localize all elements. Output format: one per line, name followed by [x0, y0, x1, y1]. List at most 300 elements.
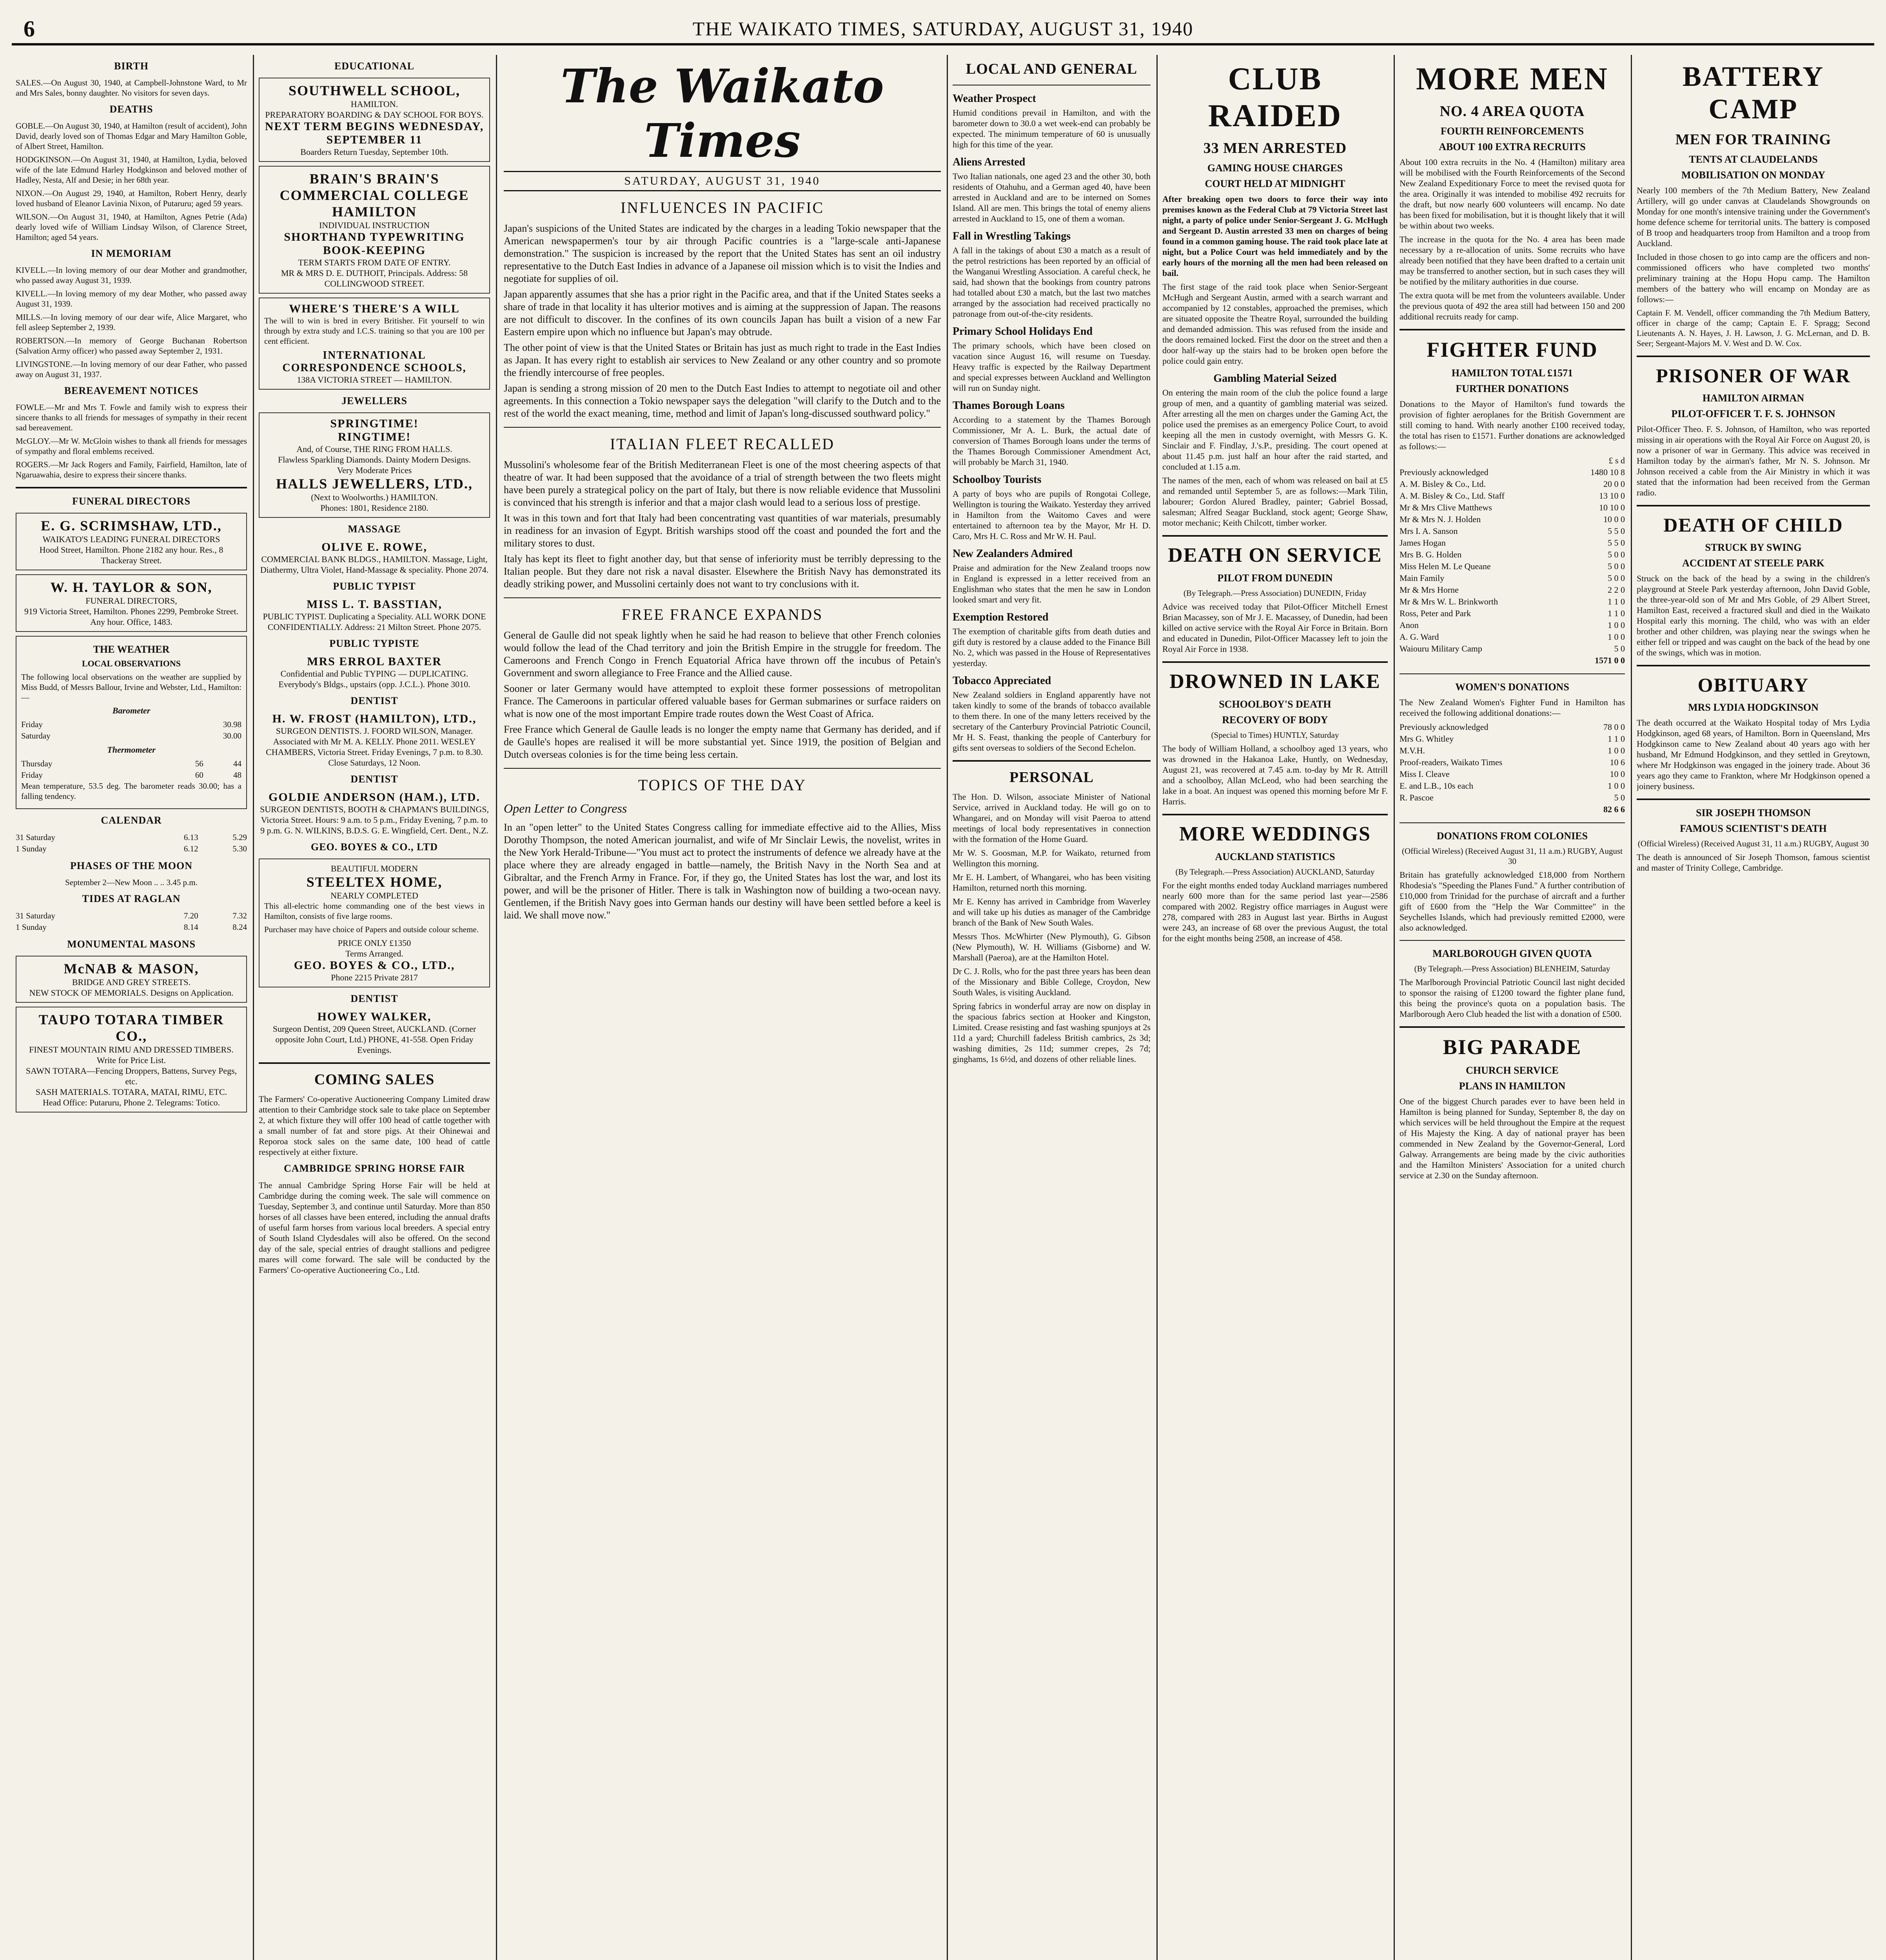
- news-item-text: Two Italian nationals, one aged 23 and the other 30, both residents of Otahuhu, and a German aged 40, have been arrested in Auckland and are to be interned on Somes Island. All are men. This brings the total of enemy aliens arrested in Auckland to 15, one of them a woman.: [953, 171, 1151, 223]
- dateline: (By Telegraph.—Press Association) DUNEDIN, Friday: [1183, 588, 1367, 598]
- boyes-ad: [259, 858, 490, 987]
- editorial-paragraph: Japan is sending a strong mission of 20 men to the Dutch East Indies to attempt to negotiate oil and other agreements. In this connection a Tokio newspaper says the delegation "will clarify to the Dutch and to the rest of the world the exact meaning, time, method and limit of Japan's long-discussed southward policy.": [504, 383, 941, 419]
- table-row: [1400, 780, 1625, 792]
- table-cell: Mrs B. G. Holden: [1400, 550, 1462, 559]
- table-row: [1400, 757, 1625, 768]
- subheadline: FURTHER DONATIONS: [1456, 383, 1569, 394]
- table-row: [1400, 584, 1625, 596]
- headline: CLUB RAIDED: [1208, 61, 1342, 133]
- calendar-table: [16, 832, 247, 855]
- table-cell: 5.29: [232, 833, 247, 842]
- funeral-ad-name: W. H. TAYLOR & SON,: [50, 579, 212, 595]
- table-cell: 1 1 0: [1608, 734, 1625, 744]
- bereavement-notice: ROGERS.—Mr Jack Rogers and Family, Fairfield, Hamilton, late of Ngaruawahia, desire to express their sincere thanks.: [16, 460, 247, 479]
- editorial-paragraph: It was in this town and fort that Italy had been concentrating vast quantities of war materials, presumably in readiness for an invasion of Egypt. British warships stood off the coast and pounded the fort and the military stores to dust.: [504, 512, 941, 549]
- table-cell: 5 0 0: [1608, 573, 1625, 583]
- timber-ad-line: Write for Price List.: [96, 1055, 166, 1065]
- table-row: [1400, 537, 1625, 549]
- funeral-ad-name: E. G. SCRIMSHAW, LTD.,: [41, 518, 222, 534]
- table-cell: £ s d: [1608, 456, 1625, 465]
- table-row: [1400, 502, 1625, 514]
- massage-heading: MASSAGE: [348, 523, 401, 535]
- table-row: [1400, 655, 1625, 666]
- editorial-subtitle: Open Letter to Congress: [504, 801, 627, 815]
- column-rule: [1631, 55, 1632, 1960]
- college-ad: [259, 166, 490, 294]
- table-cell: James Hogan: [1400, 538, 1446, 548]
- personal-item: Spring fabrics in wonderful array are now on display in the spacious fabrics section at Hooker and Kingston, Limited. Crease resisting and fast washing spunjoys at 2s 11d a yard; Churchill fadeless British cambrics, 2s 3d; washing dimities, 2s 11d; summer crepes, 2s 7d; ginghams, 1s 6½d, and dozens of other reliable lines.: [953, 1001, 1151, 1064]
- dentist-heading: DENTIST: [350, 773, 398, 785]
- headline: FIGHTER FUND: [1427, 338, 1598, 361]
- editorial-paragraph: General de Gaulle did not speak lightly when he said he had reason to believe that other French colonies would follow the lead of the Chad territory and join the British Empire in the struggle for freedom. The Cameroons and French Congo in French Equatorial Africa have thrown off the incubus of Petain's Government and sworn allegiance to Free France and the Allied cause.: [504, 630, 941, 679]
- bereavement-heading: BEREAVEMENT NOTICES: [64, 385, 199, 396]
- table-cell: 1 0 0: [1608, 746, 1625, 755]
- more-men-column: [1400, 55, 1625, 1960]
- table-cell: 7.32: [232, 911, 247, 920]
- school-ad: [259, 78, 490, 162]
- personal-item: The Hon. D. Wilson, associate Minister of National Service, arrived in Auckland today. He will go on to Whangarei, and on Monday will visit Paeroa to attend meetings of local body representatives in connection with the formation of the Home Guard.: [953, 792, 1151, 844]
- dateline: (Official Wireless) (Received August 31, 11 a.m.) RUGBY, August 30: [1637, 839, 1869, 848]
- article-paragraph: Captain F. M. Vendell, officer commanding the 7th Medium Battery, officer in charge of the camp; Captain E. F. Spragg; Second Lieutenants A. N. Hayes, J. H. Lawson, J. G. McLernan, and D. B. Seer; Sergeant-Majors M. V. West and D. W. Cox.: [1637, 308, 1870, 348]
- divider: [953, 760, 1151, 762]
- table-cell: 1 0 0: [1608, 781, 1625, 791]
- table-cell: E. and L.B., 10s each: [1400, 781, 1474, 791]
- article-paragraph: The death is announced of Sir Joseph Thomson, famous scientist and master of Trinity College, Cambridge.: [1637, 852, 1870, 873]
- news-item-text: Humid conditions prevail in Hamilton, and with the barometer down to 30.0 a wet week-end can probably be expected. The minimum temperature of 60 is unusually high for this time of the year.: [953, 108, 1151, 149]
- school-line: Boarders Return Tuesday, September 10th.: [300, 147, 448, 157]
- section-heading: Gambling Material Seized: [1213, 372, 1337, 385]
- boyes-line: BEAUTIFUL MODERN: [330, 864, 418, 873]
- column-rule: [253, 55, 254, 1960]
- death-notice: WILSON.—On August 31, 1940, at Hamilton, Agnes Petrie (Ada) dearly loved wife of William Lindsay Wilson, of Clarence Street, Hamilton; aged 54 years.: [16, 212, 247, 242]
- table-cell: 1 1 0: [1608, 597, 1625, 606]
- dentist-line: SURGEON DENTISTS, BOOTH & CHAPMAN'S BUILDINGS, Victoria Street. Hours: 9 a.m. to 5 p.m., Friday Evening, 7 p.m. to 9 p.m. G. N. WILKINS, B.D.S. G. E. Wingfield, Cert. Dent., N.Z.: [260, 804, 489, 835]
- advertisements-column: [259, 55, 490, 1960]
- editorial-title: FREE FRANCE EXPANDS: [621, 606, 823, 623]
- subheadline: HAMILTON AIRMAN: [1702, 392, 1804, 404]
- memoriam-notice: ROBERTSON.—In memory of George Buchanan Robertson (Salvation Army officer) who passed away September 2, 1931.: [16, 336, 247, 356]
- dentist-name: GOLDIE ANDERSON (HAM.), LTD.: [269, 791, 480, 804]
- table-cell: Previously acknowledged: [1400, 722, 1488, 732]
- editorial-paragraph: The other point of view is that the United States or Britain has just as much right to trade in the East Indies as Japan. It has every right to establish air services to New Zealand or any other country and so promote the friendly intercourse of free peoples.: [504, 342, 941, 378]
- editorial-title: TOPICS OF THE DAY: [638, 776, 807, 794]
- school-term: NEXT TERM BEGINS WEDNESDAY, SEPTEMBER 11: [265, 120, 484, 146]
- editorial-title: ITALIAN FLEET RECALLED: [610, 435, 835, 453]
- horse-fair-heading: CAMBRIDGE SPRING HORSE FAIR: [283, 1163, 465, 1174]
- table-cell: 5 5 0: [1608, 526, 1625, 536]
- table-cell: Friday: [21, 720, 43, 729]
- table-cell: Miss Helen M. Le Queane: [1400, 561, 1491, 571]
- table-cell: 1 1 0: [1608, 608, 1625, 618]
- table-cell: 5 0: [1614, 644, 1625, 653]
- table-cell: 6.12: [183, 844, 198, 853]
- divider: [1162, 661, 1388, 663]
- editorial-paragraph: Japan apparently assumes that she has a prior right in the Pacific area, and that if the United States seeks a share of trade in that locality it has ulterior motives and is aiming at the suppression of Japan. The reasons are not difficult to discover. In the confines of its own councils Japan has built a vision of a new Far Eastern empire upon which no influence but Japan's may obtrude.: [504, 289, 941, 338]
- boyes-name: GEO. BOYES & CO., LTD.,: [294, 959, 455, 972]
- ics-ad: [259, 298, 490, 390]
- boyes-line: Terms Arranged.: [345, 949, 403, 958]
- table-cell: 5 5 0: [1608, 538, 1625, 548]
- weather-text: The following local observations on the weather are supplied by Miss Budd, of Messrs Ballour, Irvine and Webster, Ltd., Hamilton:—: [21, 672, 241, 702]
- typist-heading: PUBLIC TYPIST: [333, 581, 416, 592]
- divider: [1637, 665, 1870, 666]
- editorial-paragraph: In an "open letter" to the United States Congress calling for immediate effective aid to the Allies, Miss Dorothy Thompson, the noted American journalist, and wife of Mr Sinclair Lewis, the novelist, writes in the New York Herald-Tribune—"You must act to protect the instruments of defence we already have at the place where they are already engaged in battle—namely, the British Navy in the North Sea and at Gibraltar, and the French Army in France. For, if they go, the United States has lost the war, and lost its power, and will be the prisoner of Hitler. There is talk in Washington now of building a two-ocean navy. Gentlemen, if the British Navy goes into German hands our destiny will have been settled before a keel is laid. We shall move now.": [504, 822, 941, 921]
- headline: MORE WEDDINGS: [1179, 823, 1371, 845]
- weather-box: [16, 636, 247, 809]
- donations-table: [1400, 721, 1625, 815]
- table-row: [1400, 466, 1625, 478]
- jewellers-name: HALLS JEWELLERS, LTD.,: [276, 476, 473, 492]
- typiste-name: MRS ERROL BAXTER: [307, 655, 442, 668]
- table-cell: [1400, 804, 1586, 815]
- table-cell: Thursday: [21, 759, 53, 768]
- article-paragraph: Pilot-Officer Theo. F. S. Johnson, of Hamilton, who was reported missing in air operations with the Royal Air Force on August 20, is now a prisoner of war in Germany. This advice was received in Hamilton today by the airman's father, Mr N. S. Johnson. Mr Johnson received a cable from the Air Ministry in which it was stated that the information had been received from the German radio.: [1637, 424, 1870, 497]
- table-cell: Proof-readers, Waikato Times: [1400, 757, 1503, 767]
- article-paragraph: Included in those chosen to go into camp are the officers and non-commissioned officers who have completed two months' preliminary training at the Hopu Hopu camp. The Hamilton members of the battery who will encamp on Monday are as follows:—: [1637, 252, 1870, 304]
- subheadline: PILOT-OFFICER T. F. S. JOHNSON: [1671, 408, 1835, 419]
- table-row: [1400, 561, 1625, 572]
- table-cell: Saturday: [21, 731, 51, 740]
- divider: [16, 487, 247, 488]
- subheadline: GAMING HOUSE CHARGES: [1207, 162, 1343, 174]
- moon-heading: PHASES OF THE MOON: [70, 860, 192, 871]
- table-row: [1400, 631, 1625, 643]
- monumental-ad-line: NEW STOCK OF MEMORIALS. Designs on Application.: [29, 988, 234, 998]
- subheadline: ABOUT 100 EXTRA RECRUITS: [1439, 141, 1586, 152]
- monumental-ad: [16, 956, 247, 1003]
- timber-ad-line: FINEST MOUNTAIN RIMU AND DRESSED TIMBERS.: [29, 1045, 234, 1054]
- boyes-text: Purchaser may have choice of Papers and outside colour scheme.: [264, 925, 479, 934]
- table-row: [16, 843, 247, 855]
- boyes-heading: GEO. BOYES & CO., LTD: [310, 841, 438, 853]
- news-item-title: Exemption Restored: [953, 611, 1049, 623]
- subheadline: MOBILISATION ON MONDAY: [1681, 169, 1825, 181]
- table-cell: Main Family: [1400, 573, 1445, 583]
- table-cell: 13 10 0: [1599, 491, 1625, 501]
- news-item-title: Weather Prospect: [953, 93, 1036, 105]
- headline: DEATH ON SERVICE: [1168, 544, 1382, 566]
- table-cell: 10 0 0: [1603, 514, 1625, 524]
- donations-table: [1400, 455, 1625, 666]
- table-cell: [1400, 655, 1569, 666]
- death-notice: HODGKINSON.—On August 31, 1940, at Hamilton, Lydia, beloved wife of the late Edmund Harley Hodgkinson and beloved mother of Hadley, Nesta, Alf and Desie; in her 68th year.: [16, 155, 247, 185]
- subheadline: SCHOOLBOY'S DEATH: [1219, 699, 1331, 710]
- table-row: [1400, 768, 1625, 780]
- headline: BIG PARADE: [1443, 1035, 1582, 1059]
- barometer-heading: Barometer: [112, 706, 151, 715]
- moon-text: September 2—New Moon .. .. 3.45 p.m.: [65, 878, 198, 887]
- news-item-text: Praise and admiration for the New Zealand troops now in England is expressed in a letter received from an Englishman who states that the men he saw in London looked smart and very fit.: [953, 563, 1151, 604]
- divider: [1400, 673, 1625, 674]
- table-cell: 1 0 0: [1608, 620, 1625, 630]
- table-cell: Mrs G. Whitley: [1400, 734, 1454, 744]
- table-row: [1400, 490, 1625, 502]
- jewellers-line: RINGTIME!: [338, 430, 411, 443]
- divider: [504, 768, 941, 769]
- divider: [504, 427, 941, 428]
- local-news-column: [953, 55, 1151, 1960]
- table-cell: Waiouru Military Camp: [1400, 644, 1482, 653]
- subheadline: TENTS AT CLAUDELANDS: [1689, 154, 1818, 165]
- subheadline: MARLBOROUGH GIVEN QUOTA: [1432, 948, 1592, 959]
- table-cell: 8.14: [183, 922, 198, 932]
- table-row: [1400, 608, 1625, 619]
- article-paragraph: The body of William Holland, a schoolboy aged 13 years, who was drowned in the Hakanoa Lake, Huntly, on Wednesday, August 21, was recovered at 7.45 a.m. to-day by Mr R. Attrill and a schoolboy, Allan McLeod, who had been searching the lake in a boat. An inquest was opened this morning before Mr F. Harris.: [1162, 744, 1388, 806]
- dentist-name: HOWEY WALKER,: [317, 1010, 432, 1023]
- news-item-title: Thames Borough Loans: [953, 399, 1065, 412]
- table-cell: 5 0: [1614, 793, 1625, 802]
- subheadline: MEN FOR TRAINING: [1675, 131, 1832, 148]
- divider: [259, 1062, 490, 1064]
- subheadline: CHURCH SERVICE: [1466, 1065, 1559, 1076]
- column-rule: [496, 55, 497, 1960]
- table-row: [1400, 643, 1625, 655]
- dateline: (Special to Times) HUNTLY, Saturday: [1211, 730, 1339, 740]
- subheadline: STRUCK BY SWING: [1705, 542, 1802, 553]
- dentist-line: Surgeon Dentist, 209 Queen Street, AUCKLAND. (Corner opposite John Court, Ltd.) PHONE, 41-558. Open Friday Evenings.: [272, 1024, 476, 1055]
- news-item-text: A party of boys who are pupils of Rongotai College, Wellington is touring the Waikato. Yesterday they arrived in Hamilton from the Waitomo Caves and were entertained to afternoon tea by the Mayor, Mr H. D. Caro, Mrs H. C. Ross and Mr W. H. Paul.: [953, 489, 1151, 541]
- dentist-line: SURGEON DENTISTS. J. FOORD WILSON, Manager. Associated with Mr M. A. KELLY. Phone 2011. WESLEY CHAMBERS, Victoria Street. Friday Evenings, 7 p.m. to 8.30. Close Saturdays, 12 Noon.: [266, 726, 483, 768]
- thermometer-table: [21, 758, 241, 781]
- personal-item: Mr E. Kenny has arrived in Cambridge from Waverley and will take up his duties as manager of the Cambridge branch of the Bank of New South Wales.: [953, 897, 1151, 927]
- table-row: [21, 719, 241, 730]
- college-line: TERM STARTS FROM DATE OF ENTRY.: [298, 258, 451, 267]
- jewellers-line: And, of Course, THE RING FROM HALLS.: [296, 444, 452, 454]
- article-paragraph: Donations to the Mayor of Hamilton's fund towards the provision of fighter aeroplanes for the British Government are still coming to hand. With nearly another £100 received today, the total has risen to £1571. Further donations are acknowledged as follows:—: [1400, 399, 1625, 451]
- editorial-column: [504, 55, 941, 1960]
- headline: BATTERY CAMP: [1682, 61, 1824, 125]
- table-row: [1400, 525, 1625, 537]
- table-cell: 1480 10 8: [1590, 467, 1625, 477]
- lead-paragraph: After breaking open two doors to force their way into premises known as the Federal Club at 79 Victoria Street last night, a party of police under Senior-Sergeant J. G. McHugh and Sergeant D. Austin arrested 33 men on charges of being found in a common gaming house. The raid took place late at night, but a Police Court was held immediately and by the early hours of the morning all the men had been released on bail.: [1162, 194, 1388, 278]
- massage-line: COMMERCIAL BANK BLDGS., HAMILTON. Massage, Light, Diathermy, Ultra Violet, Hand-Massage & speciality. Phone 2074.: [260, 554, 489, 575]
- table-cell: Previously acknowledged: [1400, 467, 1488, 477]
- table-cell: 31 Saturday: [16, 911, 55, 920]
- table-cell: 7.20: [183, 911, 198, 920]
- ics-address: 138A VICTORIA STREET — HAMILTON.: [297, 375, 452, 385]
- article-paragraph: Britain has gratefully acknowledged £18,000 from Northern Rhodesia's "Speeding the Planes Fund." A further contribution of £10,000 from Trinidad for the purchase of aircraft and a further gift of £600 from the "Help the War Committee" in the Seychelles Islands, which had previously remitted £2000, were also acknowledged.: [1400, 870, 1625, 933]
- funeral-ad-line: Hood Street, Hamilton. Phone 2182 any hour. Res., 8 Thackeray Street.: [39, 545, 223, 565]
- personal-item: Mr E. H. Lambert, of Whangarei, who has been visiting Hamilton, returned north this morning.: [953, 872, 1151, 893]
- bereavement-notice: McGLOY.—Mr W. McGloin wishes to thank all friends for messages of sympathy and floral emblems received.: [16, 436, 247, 456]
- divider: [1400, 940, 1625, 941]
- table-cell: [1400, 455, 1569, 466]
- table-cell: 1 0 0: [1608, 632, 1625, 642]
- subheadline: ACCIDENT AT STEELE PARK: [1682, 557, 1824, 569]
- timber-ad-line: SASH MATERIALS. TOTARA, MATAI, RIMU, ETC.: [35, 1087, 227, 1097]
- boyes-line: NEARLY COMPLETED: [330, 891, 418, 900]
- table-cell: 82 6 6: [1603, 804, 1625, 814]
- funeral-ad-line: WAIKATO'S LEADING FUNERAL DIRECTORS: [42, 534, 220, 544]
- article-paragraph: The names of the men, each of whom was released on bail at £5 and remanded until September 5, are as follows:—Mark Tilin, labourer; Gordon Alured Bradley, painter; Gabriel Bossad, salesman; Alfred Seagar Buckland, stock agent; George Shaw, motor mechanic; Keith Chilcott, timber worker.: [1162, 475, 1388, 528]
- page-number: 6: [24, 16, 35, 42]
- jewellers-line: Phones: 1801, Residence 2180.: [320, 503, 428, 513]
- thermometer-heading: Thermometer: [107, 745, 156, 755]
- headline: PRISONER OF WAR: [1656, 365, 1851, 387]
- article-paragraph: The increase in the quota for the No. 4 area has been made necessary by a re-allocation of units. Some recruits who have already been notified that they have been drafted to a certain unit may be transferred to another section, but in such cases they will be notified by the military authorities in due course.: [1400, 234, 1625, 287]
- battery-camp-column: [1637, 55, 1870, 1960]
- table-cell: A. M. Bisley & Co., Ltd.: [1400, 479, 1486, 489]
- news-item-title: Primary School Holidays End: [953, 325, 1093, 338]
- memoriam-notice: MILLS.—In loving memory of our dear wife, Alice Margaret, who fell asleep September 2, 1939.: [16, 312, 247, 332]
- table-cell: 5 0 0: [1608, 561, 1625, 571]
- news-item-text: A fall in the takings of about £30 a match as a result of the petrol restrictions has been reported by an official of the Wanganui Wrestling Association. A careful check, he said, had shown that the bookings from country patrons had totalled about £30 a match, but the last two matches arranged by the association had received practically no patronage from out-of-the-city residents.: [953, 245, 1151, 319]
- typiste-line: Confidential and Public TYPING — DUPLICATING. Everybody's Bldgs., upstairs (opp. J.C.L.). Phone 3010.: [278, 669, 470, 689]
- dateline: (Official Wireless) (Received August 31, 11 a.m.) RUGBY, August 30: [1402, 846, 1623, 866]
- table-row: [16, 922, 247, 933]
- table-cell: A. G. Ward: [1400, 632, 1439, 642]
- funeral-heading: FUNERAL DIRECTORS: [72, 495, 191, 507]
- personal-item: Mr W. S. Goosman, M.P. for Waikato, returned from Wellington this morning.: [953, 848, 1151, 868]
- table-cell: 20 0 0: [1603, 479, 1625, 489]
- memoriam-notice: KIVELL.—In loving memory of my dear Mother, who passed away August 31, 1939.: [16, 289, 247, 309]
- editorial-paragraph: Mussolini's wholesome fear of the British Mediterranean Fleet is one of the most cheering aspects of that theatre of war. It had been supposed that the avoidance of a trial of strength between the two fleets might have been purely a strategical policy on the part of Italy, but there is now reliable evidence that Mussolini is convinced that his strength is inferior and that a major clash would lead to a serious loss of prestige.: [504, 459, 941, 508]
- boyes-phone: Phone 2215 Private 2817: [331, 973, 418, 982]
- article-paragraph: Struck on the back of the head by a swing in the children's playground at Steele Park yesterday afternoon, John David Goble, the three-year-old son of Mr and Mrs Goble, of 29 Albert Street, Hamilton East, received a fractured skull and died in the Waikato Hospital early this morning. The child, who was with an elder brother and other children, was playing near the swings when he either fell or tripped and was caught on the back of the head by one of the swings, which was in motion.: [1637, 573, 1870, 657]
- article-paragraph: Advice was received today that Pilot-Officer Mitchell Ernest Brian Macassey, son of Mr J. E. Macassey, of Dunedin, had been killed on active service with the Royal Air Force in Britain. Born and educated in Dunedin, Pilot-Officer Macassey left to join the Royal Air Force in 1938.: [1162, 602, 1388, 654]
- article-paragraph: The first stage of the raid took place when Senior-Sergeant McHugh and Sergeant Austin, armed with a search warrant and accompanied by 12 constables, approached the premises, which are situated opposite the Theatre Royal, surrounded the building and demanded admission. This was refused from the inside and the doors remained locked. First the door on the street and then a door half-way up the stairs had to be broken open before the police could gain entry.: [1162, 282, 1388, 366]
- divider: [1637, 799, 1870, 800]
- table-cell: 1571 0 0: [1595, 655, 1625, 665]
- subheadline: RECOVERY OF BODY: [1222, 714, 1328, 726]
- subheadline: AUCKLAND STATISTICS: [1215, 851, 1335, 862]
- college-subjects: SHORTHAND TYPEWRITING BOOK-KEEPING: [284, 230, 465, 257]
- news-item-title: New Zealanders Admired: [953, 548, 1073, 560]
- table-row: [1400, 721, 1625, 733]
- dentist-heading: DENTIST: [350, 993, 398, 1004]
- school-line: PREPARATORY BOARDING & DAY SCHOOL FOR BOYS.: [265, 110, 484, 120]
- timber-ad-name: TAUPO TOTARA TIMBER CO.,: [38, 1012, 224, 1044]
- table-cell: 5 0 0: [1608, 550, 1625, 559]
- divider: [1637, 356, 1870, 357]
- news-item-title: Tobacco Appreciated: [953, 675, 1051, 687]
- jewellers-heading: JEWELLERS: [341, 395, 407, 407]
- table-cell: Mr & Mrs Clive Matthews: [1400, 503, 1492, 512]
- column-rule: [1156, 55, 1158, 1960]
- table-row: [21, 758, 241, 769]
- headline: DROWNED IN LAKE: [1169, 670, 1381, 693]
- boyes-price: PRICE ONLY £1350: [338, 938, 411, 948]
- jewellers-line: Very Moderate Prices: [337, 465, 412, 475]
- weather-heading: THE WEATHER: [93, 644, 170, 655]
- table-row: [1400, 733, 1625, 745]
- headline: MORE MEN: [1416, 61, 1608, 96]
- dentist-heading: DENTIST: [350, 695, 398, 706]
- ics-name: INTERNATIONAL CORRESPONDENCE SCHOOLS,: [282, 349, 467, 374]
- barometer-table: [21, 719, 241, 742]
- table-row: [1400, 596, 1625, 608]
- table-cell: 2 2 0: [1608, 585, 1625, 595]
- news-item-title: Schoolboy Tourists: [953, 474, 1042, 486]
- dateline: (By Telegraph.—Press Association) BLENHEIM, Saturday: [1414, 964, 1610, 973]
- article-paragraph: The death occurred at the Waikato Hospital today of Mrs Lydia Hodgkinson, aged 68 years, of Hamilton. Born in Queensland, Mrs Hodgkinson came to New Zealand about 40 years ago with her husband, Mr Edmund Hodgkinson, and they settled in Greytown, where Mr Hodgkinson was engaged in the joinery trade. About 36 years ago they came to Frankton, where Mr Hodgkinson opened a joinery business.: [1637, 718, 1870, 791]
- article-paragraph: About 100 extra recruits in the No. 4 (Hamilton) military area will be mobilised with the Fourth Reinforcements of the Second New Zealand Expeditionary Force to meet the revised quota for the area. Originally it was intended to mobilise 492 recruits for the draft, but now nearly 600 volunteers will encamp. No date has been fixed for mobilisation, but it is thought likely that it will be within about two weeks.: [1400, 157, 1625, 230]
- table-cell: A. M. Bisley & Co., Ltd. Staff: [1400, 491, 1505, 501]
- newspaper-page: [12, 12, 1874, 1960]
- table-cell: Mr & Mrs N. J. Holden: [1400, 514, 1481, 524]
- jewellers-line: Flawless Sparkling Diamonds. Dainty Modern Designs.: [278, 455, 471, 465]
- coming-sales-heading: COMING SALES: [314, 1071, 435, 1088]
- table-cell: 8.24: [232, 922, 247, 932]
- massage-name: OLIVE E. ROWE,: [321, 541, 427, 554]
- subheadline: NO. 4 AREA QUOTA: [1439, 103, 1585, 120]
- table-row: [1400, 478, 1625, 490]
- table-cell: 30.00: [223, 731, 241, 740]
- college-line: INDIVIDUAL INSTRUCTION: [319, 220, 430, 230]
- subheadline: 33 MEN ARRESTED: [1203, 140, 1347, 156]
- divider: [1400, 329, 1625, 330]
- news-item-text: New Zealand soldiers in England apparently have not taken kindly to some of the brands of tobacco available to them there. In one of the many letters received by the secretary of the Canterbury Provincial Patriotic Council, Mr H. S. Feast, thanking the people of Canterbury for gifts sent overseas to soldiers of the Second Echelon.: [953, 690, 1151, 753]
- table-cell: 56: [195, 759, 203, 768]
- table-cell: 44: [233, 759, 241, 768]
- dentist-name: H. W. FROST (HAMILTON), LTD.,: [272, 712, 477, 725]
- table-row: [1400, 804, 1625, 815]
- weather-text: Mean temperature, 53.5 deg. The barometer reads 30.00; has a falling tendency.: [21, 781, 241, 801]
- table-row: [1400, 619, 1625, 631]
- weather-subheading: LOCAL OBSERVATIONS: [82, 659, 181, 668]
- divider: [1162, 535, 1388, 537]
- boyes-home: STEELTEX HOME,: [306, 874, 443, 890]
- article-paragraph: The New Zealand Women's Fighter Fund in Hamilton has received the following additional donations:—: [1400, 697, 1625, 718]
- table-row: [1400, 792, 1625, 804]
- table-row: [1400, 455, 1625, 466]
- table-cell: 10 6: [1610, 757, 1625, 767]
- table-cell: Mrs I. A. Sanson: [1400, 526, 1458, 536]
- college-line: MR & MRS D. E. DUTHOIT, Principals. Address: 58 COLLINGWOOD STREET.: [281, 268, 468, 289]
- personal-heading: PERSONAL: [1009, 769, 1094, 786]
- news-item-title: Aliens Arrested: [953, 156, 1026, 168]
- death-notice: GOBLE.—On August 30, 1940, at Hamilton (result of accident), John David, dearly loved son of Thomas Edgar and Mary Hamilton Goble, of Albert Street, Hamilton.: [16, 121, 247, 151]
- table-cell: Mr & Mrs Horne: [1400, 585, 1459, 595]
- birth-notice: SALES.—On August 30, 1940, at Campbell-Johnstone Ward, to Mr and Mrs Sales, bonny daughter. No visitors for seven days.: [16, 78, 247, 98]
- subheadline: COURT HELD AT MIDNIGHT: [1205, 178, 1345, 189]
- divider: [1400, 1026, 1625, 1028]
- divider: [1162, 814, 1388, 815]
- personal-item: Messrs Thos. McWhirter (New Plymouth), G. Gibson (New Plymouth), W. H. Williams (Gisborne) and W. Marshall (Paeroa), are at the Hamilton Hotel.: [953, 931, 1151, 962]
- jewellers-ad: [259, 412, 490, 518]
- bereavement-notice: FOWLE.—Mr and Mrs T. Fowle and family wish to express their sincere thanks to all friends for messages of sympathy in their recent sad bereavement.: [16, 403, 247, 432]
- jewellers-line: (Next to Woolworths.) HAMILTON.: [311, 492, 438, 502]
- subheadline: WOMEN'S DONATIONS: [1455, 681, 1569, 693]
- table-cell: 6.13: [183, 833, 198, 842]
- timber-ad: [16, 1007, 247, 1112]
- college-name: BRAIN'S BRAIN'S COMMERCIAL COLLEGE HAMILTON: [280, 171, 469, 220]
- divider: [504, 597, 941, 598]
- column-rule: [1394, 55, 1395, 1960]
- monumental-heading: MONUMENTAL MASONS: [67, 938, 196, 950]
- personal-item: Dr C. J. Rolls, who for the past three years has been dean of the Missionary and Bible College, Croydon, New South Wales, is visiting Auckland.: [953, 966, 1151, 997]
- news-item-title: Fall in Wrestling Takings: [953, 230, 1071, 242]
- article-paragraph: One of the biggest Church parades ever to have been held in Hamilton is being planned for Sunday, September 8, the day on which services will be held throughout the Empire at the request of His Majesty the King. A day of national prayer has been commended in New Zealand by the Governor-General, Lord Galway. Arrangements are being made by the civic authorities and the Hamilton Ministers' Association for a united church service at 2.30 on the Sunday afternoon.: [1400, 1096, 1625, 1180]
- subheadline: PILOT FROM DUNEDIN: [1217, 572, 1333, 584]
- typiste-heading: PUBLIC TYPISTE: [329, 638, 419, 649]
- jewellers-line: SPRINGTIME!: [330, 417, 419, 430]
- table-row: [1400, 549, 1625, 561]
- typist-name: MISS L. T. BASSTIAN,: [307, 598, 442, 611]
- table-row: [1400, 745, 1625, 757]
- table-cell: Ross, Peter and Park: [1400, 608, 1471, 618]
- headline: DEATH OF CHILD: [1663, 514, 1843, 536]
- horse-fair-text: The annual Cambridge Spring Horse Fair will be held at Cambridge during the coming week. The sale will commence on Tuesday, September 3, and continue until Saturday. More than 850 horses of all classes have been entered, including the annual drafts of useful farm horses from various local breeders. A special entry of South Island Clydesdales will also be offered. On the second day of the sale, special entries of draught stallions and pedigree mares will come forward. The sale will be conducted by the Farmers' Co-operative Auctioneering Co., Ltd.: [259, 1180, 490, 1275]
- table-cell: 10 0: [1610, 769, 1625, 779]
- table-row: [1400, 572, 1625, 584]
- table-cell: 30.98: [223, 720, 241, 729]
- death-notice: NIXON.—On August 29, 1940, at Hamilton, Robert Henry, dearly loved husband of Eleanor Lavinia Nixon, of Putaruru; aged 59 years.: [16, 189, 247, 208]
- timber-ad-line: Head Office: Putaruru, Phone 2. Telegrams: Totico.: [42, 1098, 220, 1107]
- typist-line: PUBLIC TYPIST. Duplicating a Speciality. ALL WORK DONE CONFIDENTIALLY. Address: 21 Milton Street. Phone 2075.: [263, 612, 486, 632]
- table-cell: Friday: [21, 770, 43, 780]
- news-item-text: The exemption of charitable gifts from death duties and gift duty is restored by a clause added to the Finance Bill No. 2, which was passed in the House of Representatives yesterday.: [953, 626, 1151, 668]
